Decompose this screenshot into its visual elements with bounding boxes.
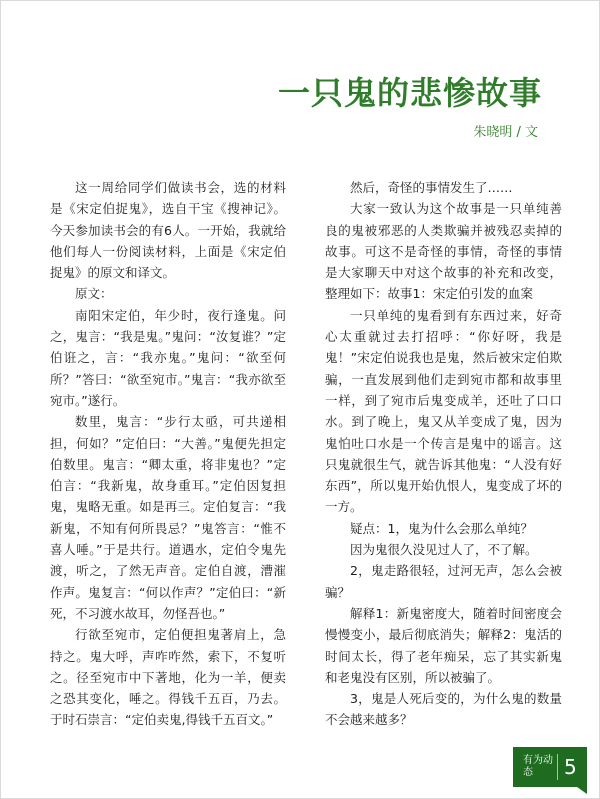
paragraph: 一只单纯的鬼看到有东西过来，好奇心太重就过去打招呼：“你好呀，我是鬼！”宋定伯说我也是鬼，然后被宋定伯欺骗，一直发展到他们走到宛市都和故事里一样，到了宛市后鬼变成羊，还吐了口口水。到了晚上，鬼又从羊变成了鬼，因为鬼怕吐口水是一个传言是鬼中的谣言。这只鬼就很生气，就告诉其他鬼：“人没有好东西”，所以鬼开始仇恨人，鬼变成了坏的一方。	[325, 307, 562, 515]
section-name: 有为动态	[523, 755, 553, 778]
badge-divider	[557, 754, 558, 780]
paragraph: 因为鬼很久没见过人了，不了解。	[350, 542, 538, 558]
article-author: 朱晓明 / 文	[473, 125, 538, 140]
right-column	[325, 177, 562, 731]
paragraph: 数里，鬼言：“步行太亟，可共递相担，何如？”定伯曰：“大善。”鬼便先担定伯数里。鬼言：“卿太重，将非鬼也？”定伯言：“我新鬼，故身重耳。”定伯因复担鬼，鬼略无重。如是再三。定伯复言：“我新鬼，不知有何所畏忌？”鬼答言：“惟不喜人唾。”于是共行。道遇水，定伯令鬼先渡，听之，了然无声音。定伯自渡，漕漼作声。鬼复言：“何以作声？”定伯曰：“新死，不习渡水故耳，勿怪吾也。”	[50, 414, 286, 621]
paragraph: 解释1：新鬼密度大，随着时间密度会慢慢变小，最后彻底消失；解释2：鬼活的时间太长，得了老年痴呆，忘了其实新鬼和老鬼没有区别，所以被骗了。	[325, 605, 562, 685]
paragraph: 南阳宋定伯，年少时，夜行逢鬼。问之，鬼言：“我是鬼。”鬼问：“汝复谁？”定伯诳之，言：“我亦鬼。”鬼问：“欲至何所？”答曰：“欲至宛市。”鬼言：“我亦欲至宛市。”遂行。	[50, 307, 286, 408]
article-title: 一只鬼的悲惨故事	[277, 74, 542, 112]
paragraph: 然后，奇怪的事情发生了……	[350, 180, 513, 195]
page-number: 5	[564, 755, 577, 779]
paragraph: 这一周给同学们做读书会，选的材料是《宋定伯捉鬼》，选自干宝《搜神记》。今天参加读书会的有6人。一开始，我就给他们每人一份阅读材料，上面是《宋定伯捉鬼》的原文和译文。	[50, 180, 286, 281]
paragraph: 2，鬼走路很轻，过河无声，怎么会被骗？	[325, 563, 562, 600]
paragraph: 原文：	[75, 286, 113, 302]
paragraph: 行欲至宛市，定伯便担鬼著肩上，急持之。鬼大呼，声咋咋然，索下，不复听之。径至宛市中下著地，化为一羊，便卖之恐其变化，唾之。得钱千五百，乃去。于时石崇言：“定伯卖鬼,得钱千五百文。”	[50, 627, 286, 728]
page-footer-badge	[513, 747, 587, 787]
paragraph: 疑点：1，鬼为什么会那么单纯？	[350, 520, 533, 536]
paragraph: 3，鬼是人死后变的，为什么鬼的数量不会越来越多？	[325, 691, 562, 728]
left-column	[50, 177, 286, 731]
paragraph: 大家一致认为这个故事是一只单纯善良的鬼被邪恶的人类欺骗并被残忍卖掉的故事。可这不是奇怪的事情，奇怪的事情是大家聊天中对这个故事的补充和改变，整理如下：故事1：宋定伯引发的血案	[325, 201, 562, 302]
